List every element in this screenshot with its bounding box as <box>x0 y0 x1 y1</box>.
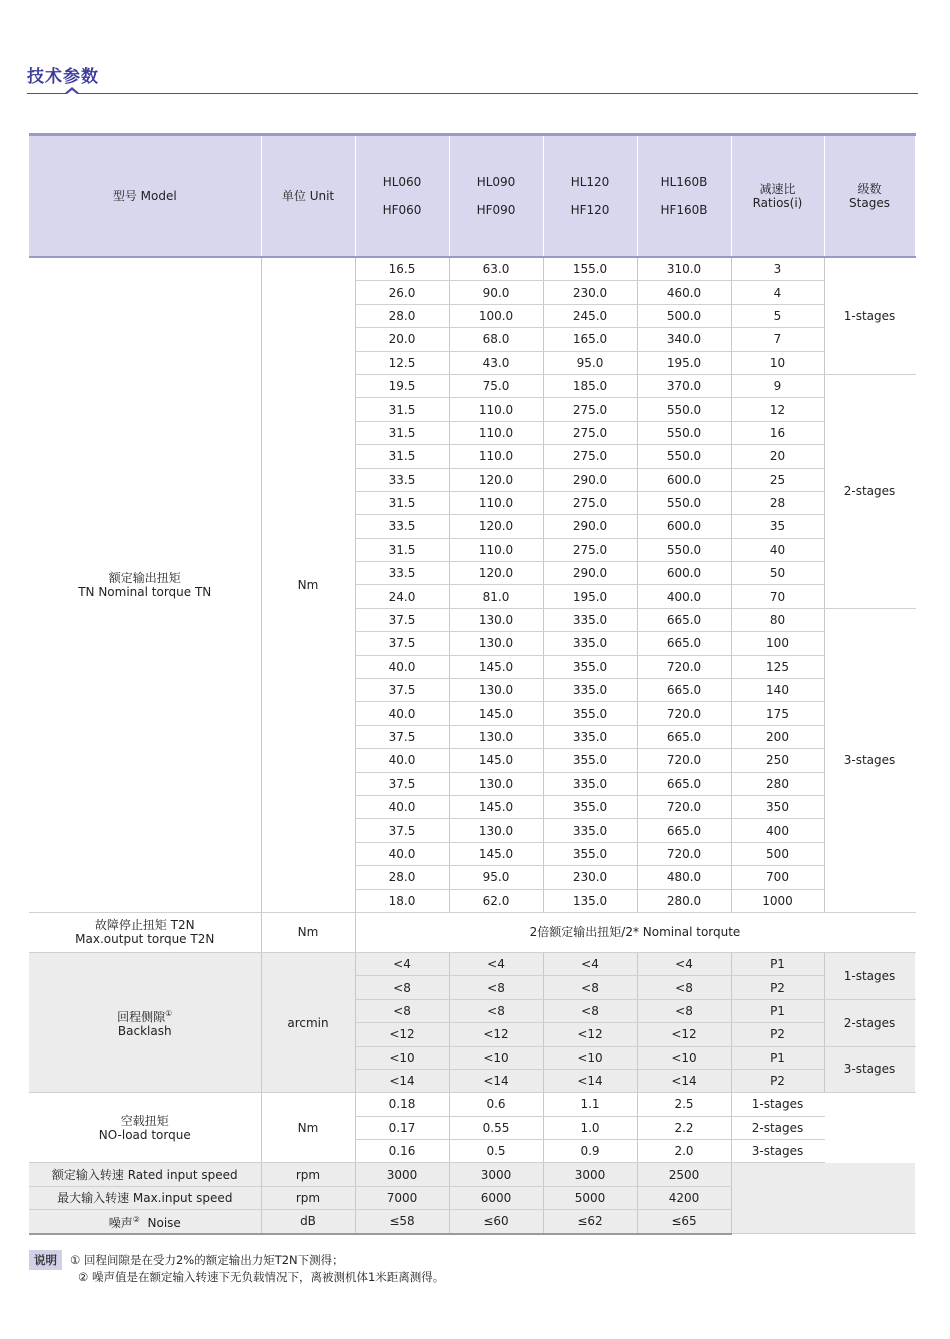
table-cell: 0.17 <box>355 1116 449 1139</box>
header-stages <box>824 135 915 258</box>
table-cell: <4 <box>543 952 637 975</box>
table-cell: 600.0 <box>637 515 731 538</box>
table-cell: ≤60 <box>449 1210 543 1234</box>
table-cell: 165.0 <box>543 328 637 351</box>
table-cell: 355.0 <box>543 795 637 818</box>
label-en: NO-load torque <box>98 1127 191 1142</box>
table-cell: 7 <box>731 328 824 351</box>
table-cell: 9 <box>731 374 824 397</box>
table-cell: 720.0 <box>637 842 731 865</box>
table-cell: 1000 <box>731 889 824 912</box>
table-cell: 31.5 <box>355 398 449 421</box>
table-cell: 665.0 <box>637 632 731 655</box>
table-cell: 0.16 <box>355 1140 449 1163</box>
table-cell: 550.0 <box>637 538 731 561</box>
table-cell: 335.0 <box>543 632 637 655</box>
torque-stage: 3-stages <box>824 608 915 912</box>
table-cell: 110.0 <box>449 398 543 421</box>
label-cn: 噪声 <box>108 1215 133 1230</box>
table-cell: 37.5 <box>355 772 449 795</box>
table-cell: 2.0 <box>637 1140 731 1163</box>
table-cell: 245.0 <box>543 304 637 327</box>
footnote-mark: ① <box>165 1009 173 1019</box>
table-cell: 135.0 <box>543 889 637 912</box>
table-cell: 28 <box>731 491 824 514</box>
backlash-unit: arcmin <box>261 952 355 1092</box>
table-cell: 335.0 <box>543 608 637 631</box>
table-cell: 335.0 <box>543 772 637 795</box>
table-cell: 355.0 <box>543 749 637 772</box>
label-en: TN Nominal torque TN <box>78 584 212 599</box>
model-code: HF090 <box>476 203 516 217</box>
noload-label <box>29 1093 261 1163</box>
table-cell: 31.5 <box>355 538 449 561</box>
table-cell: 5000 <box>543 1186 637 1209</box>
max-torque-label <box>29 912 261 952</box>
speed-label: 最大输入转速 Max.input speed <box>29 1186 261 1209</box>
table-cell: 3-stages <box>731 1140 824 1163</box>
table-cell: 200 <box>731 725 824 748</box>
speed-label: 额定输入转速 Rated input speed <box>29 1163 261 1186</box>
table-cell: 720.0 <box>637 655 731 678</box>
table-cell: <8 <box>355 999 449 1022</box>
table-cell: 130.0 <box>449 819 543 842</box>
table-cell: 16 <box>731 421 824 444</box>
table-cell: 40.0 <box>355 655 449 678</box>
max-torque-unit: Nm <box>261 912 355 952</box>
table-cell: 40.0 <box>355 795 449 818</box>
table-cell: 19.5 <box>355 374 449 397</box>
table-cell: 355.0 <box>543 842 637 865</box>
table-cell: 720.0 <box>637 795 731 818</box>
table-cell: 80 <box>731 608 824 631</box>
table-cell: 185.0 <box>543 374 637 397</box>
table-cell: 3 <box>731 257 824 281</box>
table-cell: 7000 <box>355 1186 449 1209</box>
table-cell: 280 <box>731 772 824 795</box>
table-cell: 340.0 <box>637 328 731 351</box>
note-2: ② 噪声值是在额定输入转速下无负载情况下，离被测机体1米距离测得。 <box>78 1270 445 1284</box>
table-cell: <14 <box>543 1069 637 1092</box>
table-cell: 125 <box>731 655 824 678</box>
table-cell: 700 <box>731 866 824 889</box>
table-cell: 195.0 <box>637 351 731 374</box>
table-cell: 110.0 <box>449 445 543 468</box>
table-cell: 2.5 <box>637 1093 731 1116</box>
table-cell: 400.0 <box>637 585 731 608</box>
header-model-col <box>543 135 637 258</box>
header-model: 型号 Model <box>29 135 261 258</box>
table-cell: <8 <box>449 976 543 999</box>
table-cell: 0.18 <box>355 1093 449 1116</box>
model-code: HF160B <box>660 203 708 217</box>
table-cell: 12 <box>731 398 824 421</box>
header-ratio <box>731 135 824 258</box>
table-cell: <10 <box>449 1046 543 1069</box>
table-cell: 720.0 <box>637 749 731 772</box>
table-cell: <12 <box>543 1023 637 1046</box>
table-cell: P2 <box>731 976 824 999</box>
table-cell: 18.0 <box>355 889 449 912</box>
table-cell: 140 <box>731 679 824 702</box>
table-cell: 130.0 <box>449 679 543 702</box>
table-cell: ≤65 <box>637 1210 731 1234</box>
table-cell: 28.0 <box>355 866 449 889</box>
table-cell: 3000 <box>355 1163 449 1186</box>
table-cell: 500 <box>731 842 824 865</box>
table-cell: <10 <box>637 1046 731 1069</box>
table-cell: 1.0 <box>543 1116 637 1139</box>
noise-label <box>29 1210 261 1234</box>
max-torque-value: 2倍额定输出扭矩/2* Nominal torqute <box>355 912 915 952</box>
table-cell: 95.0 <box>449 866 543 889</box>
table-cell: 35 <box>731 515 824 538</box>
note-1: ① 回程间隙是在受力2%的额定输出力矩T2N下测得； <box>70 1253 344 1267</box>
table-cell: 0.55 <box>449 1116 543 1139</box>
table-cell: 2-stages <box>731 1116 824 1139</box>
table-cell: 1-stages <box>731 1093 824 1116</box>
backlash-stage: 1-stages <box>824 952 915 999</box>
table-cell: 100 <box>731 632 824 655</box>
table-cell: 350 <box>731 795 824 818</box>
label-en: Noise <box>147 1215 181 1230</box>
table-cell: 110.0 <box>449 421 543 444</box>
section-title: 技术参数 <box>27 67 99 87</box>
table-cell: 230.0 <box>543 281 637 304</box>
table-cell: <14 <box>449 1069 543 1092</box>
table-cell: <10 <box>543 1046 637 1069</box>
label-en: Backlash <box>117 1024 172 1039</box>
table-cell: 550.0 <box>637 445 731 468</box>
label-en: Max.output torque T2N <box>75 932 215 947</box>
noload-unit: Nm <box>261 1093 355 1163</box>
table-cell: P2 <box>731 1023 824 1046</box>
table-cell: 175 <box>731 702 824 725</box>
model-code: HF060 <box>382 203 422 217</box>
header-model-col <box>355 135 449 258</box>
table-cell: 665.0 <box>637 819 731 842</box>
table-cell: <10 <box>355 1046 449 1069</box>
table-cell: 335.0 <box>543 679 637 702</box>
table-cell: 335.0 <box>543 725 637 748</box>
table-cell: 31.5 <box>355 421 449 444</box>
table-cell: 195.0 <box>543 585 637 608</box>
noise-unit: dB <box>261 1210 355 1234</box>
table-cell: 40.0 <box>355 842 449 865</box>
table-cell: 3000 <box>449 1163 543 1186</box>
table-cell: 2500 <box>637 1163 731 1186</box>
table-cell: 145.0 <box>449 655 543 678</box>
table-cell: 665.0 <box>637 725 731 748</box>
torque-label <box>29 257 261 912</box>
table-cell: 33.5 <box>355 515 449 538</box>
table-cell: 31.5 <box>355 491 449 514</box>
table-cell: 110.0 <box>449 491 543 514</box>
table-cell: 130.0 <box>449 608 543 631</box>
table-cell: 310.0 <box>637 257 731 281</box>
table-cell: <8 <box>355 976 449 999</box>
table-cell: 665.0 <box>637 772 731 795</box>
table-cell: 290.0 <box>543 562 637 585</box>
table-cell: 16.5 <box>355 257 449 281</box>
table-cell: 550.0 <box>637 421 731 444</box>
table-cell: 20 <box>731 445 824 468</box>
table-cell: 130.0 <box>449 632 543 655</box>
table-cell: 280.0 <box>637 889 731 912</box>
table-cell: 90.0 <box>449 281 543 304</box>
table-cell: 4200 <box>637 1186 731 1209</box>
table-cell: 20.0 <box>355 328 449 351</box>
table-cell: <14 <box>355 1069 449 1092</box>
stages-en: Stages <box>849 196 890 210</box>
table-cell: <4 <box>449 952 543 975</box>
table-cell: 37.5 <box>355 679 449 702</box>
table-cell: 145.0 <box>449 842 543 865</box>
table-cell: 100.0 <box>449 304 543 327</box>
table-cell: 275.0 <box>543 445 637 468</box>
table-cell: <8 <box>637 999 731 1022</box>
table-cell: <4 <box>637 952 731 975</box>
table-cell: 2.2 <box>637 1116 731 1139</box>
table-cell: 230.0 <box>543 866 637 889</box>
speed-unit: rpm <box>261 1163 355 1186</box>
table-cell: 62.0 <box>449 889 543 912</box>
backlash-stage: 2-stages <box>824 999 915 1046</box>
table-cell: 24.0 <box>355 585 449 608</box>
table-cell: 37.5 <box>355 819 449 842</box>
table-cell: 75.0 <box>449 374 543 397</box>
title-underline <box>27 93 918 94</box>
table-cell: 400 <box>731 819 824 842</box>
table-cell: 31.5 <box>355 445 449 468</box>
table-cell: 3000 <box>543 1163 637 1186</box>
table-cell: 275.0 <box>543 491 637 514</box>
table-cell: 120.0 <box>449 468 543 491</box>
table-cell: 95.0 <box>543 351 637 374</box>
table-cell: 25 <box>731 468 824 491</box>
table-cell: 335.0 <box>543 819 637 842</box>
table-cell: 275.0 <box>543 398 637 421</box>
table-cell: 40 <box>731 538 824 561</box>
table-cell: 275.0 <box>543 421 637 444</box>
table-cell: 550.0 <box>637 398 731 421</box>
backlash-label <box>29 952 261 1092</box>
table-cell: 37.5 <box>355 725 449 748</box>
table-cell: 145.0 <box>449 795 543 818</box>
table-cell: 1.1 <box>543 1093 637 1116</box>
table-cell: 250 <box>731 749 824 772</box>
ratio-cn: 减速比 <box>759 182 796 196</box>
label-cn: 空载扭矩 <box>120 1113 169 1128</box>
table-cell: 43.0 <box>449 351 543 374</box>
label-cn: 故障停止扭矩 T2N <box>94 918 195 933</box>
table-cell: P1 <box>731 1046 824 1069</box>
blank-cell <box>731 1163 915 1234</box>
table-cell: 40.0 <box>355 749 449 772</box>
table-cell: <12 <box>449 1023 543 1046</box>
table-cell: <8 <box>543 999 637 1022</box>
table-cell: 480.0 <box>637 866 731 889</box>
footnote-mark: ② <box>132 1214 140 1224</box>
table-cell: 40.0 <box>355 702 449 725</box>
table-cell: 110.0 <box>449 538 543 561</box>
notes-tag: 说明 <box>29 1250 62 1270</box>
table-cell: 37.5 <box>355 608 449 631</box>
ratio-en: Ratios(i) <box>752 196 803 210</box>
table-cell: 33.5 <box>355 468 449 491</box>
table-cell: 130.0 <box>449 772 543 795</box>
table-cell: P1 <box>731 999 824 1022</box>
table-cell: 0.5 <box>449 1140 543 1163</box>
table-cell: 26.0 <box>355 281 449 304</box>
table-cell: 28.0 <box>355 304 449 327</box>
table-cell: 12.5 <box>355 351 449 374</box>
table-cell: 6000 <box>449 1186 543 1209</box>
table-cell: 120.0 <box>449 562 543 585</box>
table-cell: P1 <box>731 952 824 975</box>
table-cell: <12 <box>355 1023 449 1046</box>
table-cell: 550.0 <box>637 491 731 514</box>
table-cell: 460.0 <box>637 281 731 304</box>
table-cell: 33.5 <box>355 562 449 585</box>
table-cell: 355.0 <box>543 702 637 725</box>
table-cell: 0.9 <box>543 1140 637 1163</box>
stages-cn: 级数 <box>857 182 882 196</box>
model-code: HL120 <box>570 175 610 189</box>
table-cell: 81.0 <box>449 585 543 608</box>
table-cell: 290.0 <box>543 468 637 491</box>
table-cell: 10 <box>731 351 824 374</box>
table-cell: 63.0 <box>449 257 543 281</box>
table-cell: 70 <box>731 585 824 608</box>
notes <box>29 1250 444 1286</box>
table-cell: 275.0 <box>543 538 637 561</box>
torque-stage: 2-stages <box>824 374 915 608</box>
table-cell: 145.0 <box>449 749 543 772</box>
table-cell: <8 <box>543 976 637 999</box>
model-code: HL160B <box>660 175 708 189</box>
table-cell: <14 <box>637 1069 731 1092</box>
header-unit: 单位 Unit <box>261 135 355 258</box>
table-cell: P2 <box>731 1069 824 1092</box>
spec-table <box>29 133 916 1235</box>
backlash-stage: 3-stages <box>824 1046 915 1093</box>
table-cell: 120.0 <box>449 515 543 538</box>
table-cell: ≤58 <box>355 1210 449 1234</box>
table-cell: 500.0 <box>637 304 731 327</box>
label-cn: 回程侧隙 <box>117 1010 166 1025</box>
table-cell: 4 <box>731 281 824 304</box>
label-cn: 额定输出扭矩 <box>108 570 181 585</box>
model-code: HL060 <box>382 175 422 189</box>
table-cell: 0.6 <box>449 1093 543 1116</box>
table-cell: 370.0 <box>637 374 731 397</box>
table-cell: <12 <box>637 1023 731 1046</box>
table-cell: 155.0 <box>543 257 637 281</box>
model-code: HF120 <box>570 203 610 217</box>
model-code: HL090 <box>476 175 516 189</box>
speed-unit: rpm <box>261 1186 355 1209</box>
table-cell: 50 <box>731 562 824 585</box>
torque-unit: Nm <box>261 257 355 912</box>
table-cell: 355.0 <box>543 655 637 678</box>
table-cell: 665.0 <box>637 608 731 631</box>
table-cell: 130.0 <box>449 725 543 748</box>
table-cell: 68.0 <box>449 328 543 351</box>
table-cell: 145.0 <box>449 702 543 725</box>
table-cell: 600.0 <box>637 468 731 491</box>
table-cell: <4 <box>355 952 449 975</box>
header-model-col <box>637 135 731 258</box>
table-cell: 600.0 <box>637 562 731 585</box>
table-cell: ≤62 <box>543 1210 637 1234</box>
torque-stage: 1-stages <box>824 257 915 374</box>
table-cell: <8 <box>637 976 731 999</box>
table-cell: 290.0 <box>543 515 637 538</box>
table-cell: <8 <box>449 999 543 1022</box>
table-cell: 720.0 <box>637 702 731 725</box>
table-cell: 665.0 <box>637 679 731 702</box>
table-cell: 5 <box>731 304 824 327</box>
header-model-col <box>449 135 543 258</box>
table-cell: 37.5 <box>355 632 449 655</box>
